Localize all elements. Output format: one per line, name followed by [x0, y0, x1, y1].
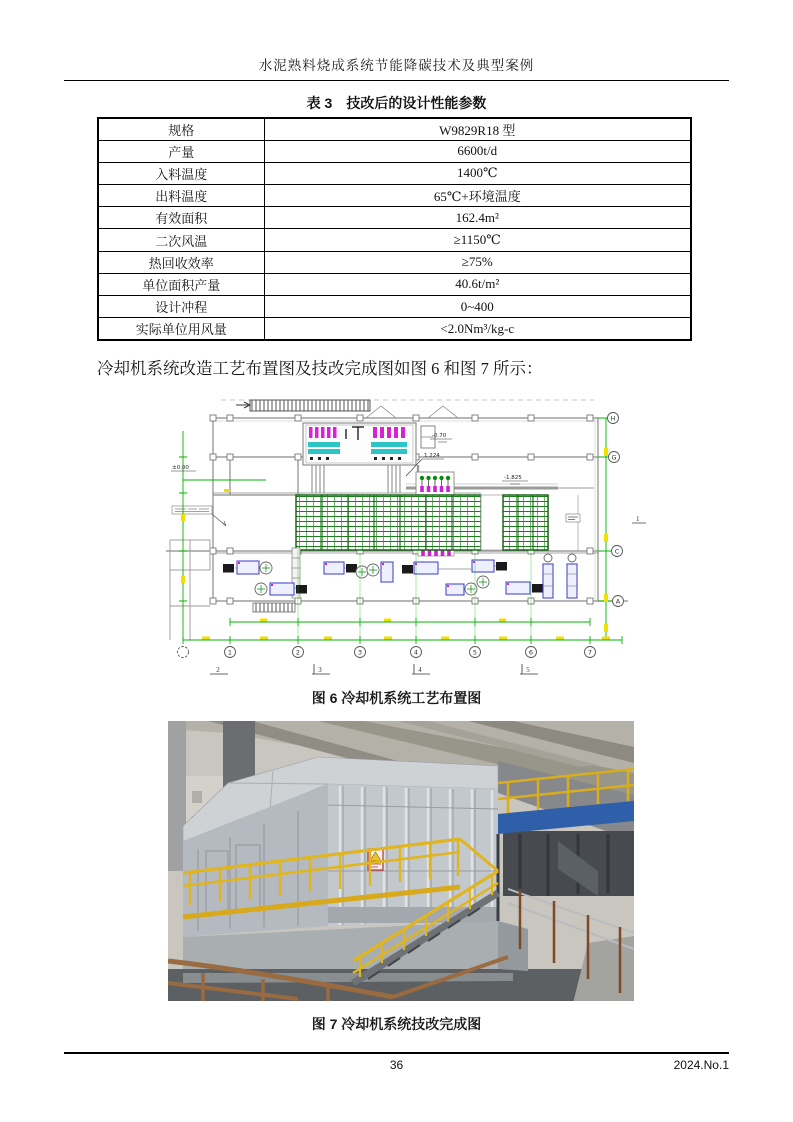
spec-label-cell: 热回收效率	[98, 251, 264, 273]
svg-text:3: 3	[357, 648, 363, 657]
figure7-caption: 图 7 冷却机系统技改完成图	[311, 1016, 482, 1032]
table-title: 表 3 技改后的设计性能参数	[306, 95, 487, 111]
spec-value-cell: <2.0Nm³/kg-c	[264, 318, 691, 340]
svg-text:2: 2	[295, 648, 301, 657]
left-annex	[170, 506, 226, 640]
page-number: 36	[389, 1058, 404, 1072]
equipment-row	[223, 548, 577, 598]
svg-text:A: A	[615, 597, 621, 606]
svg-text:4: 4	[418, 666, 422, 674]
spec-label-cell: 产量	[98, 140, 264, 162]
spec-label-cell: 实际单位用风量	[98, 318, 264, 340]
table-row	[98, 273, 691, 295]
svg-text:4: 4	[413, 648, 419, 657]
spec-label-cell: 单位面积产量	[98, 273, 264, 295]
spec-value-cell: 0~400	[264, 296, 691, 318]
figure6-cad-drawing	[166, 396, 650, 686]
svg-text:H: H	[610, 414, 616, 423]
table-row	[98, 318, 691, 340]
spec-value-cell: 40.6t/m²	[264, 273, 691, 295]
svg-text:2: 2	[216, 666, 220, 674]
table-row	[98, 140, 691, 162]
table-row	[98, 162, 691, 184]
spec-value-cell: ≥75%	[264, 251, 691, 273]
grid-letter-bubbles	[608, 413, 624, 607]
spec-label-cell: 规格	[98, 118, 264, 140]
spec-value-cell: 65℃+环境温度	[264, 185, 691, 207]
spec-table	[97, 117, 692, 341]
control-panel	[303, 423, 435, 465]
section-labels	[210, 664, 538, 674]
table-row	[98, 118, 691, 140]
grid-number-texts	[228, 649, 592, 657]
grate-grid	[296, 495, 580, 550]
spec-value-cell: 6600t/d	[264, 140, 691, 162]
spec-value-cell: 162.4m²	[264, 207, 691, 229]
figure6-caption: 图 6 冷却机系统工艺布置图	[311, 690, 482, 706]
elevation-1: -0.70	[432, 433, 447, 439]
spec-label-cell: 入料温度	[98, 162, 264, 184]
footer-rule	[64, 1052, 729, 1054]
svg-text:C: C	[614, 547, 620, 556]
table-row	[98, 185, 691, 207]
body-paragraph: 冷却机系统改造工艺布置图及技改完成图如图 6 和图 7 所示：	[97, 359, 543, 378]
elevation-datum: ±0.00	[172, 465, 189, 471]
svg-text:5: 5	[472, 648, 478, 657]
svg-text:G: G	[611, 453, 617, 462]
spec-label-cell: 出料温度	[98, 185, 264, 207]
issue-label: 2024.No.1	[673, 1058, 729, 1072]
spec-value-cell: ≥1150℃	[264, 229, 691, 251]
elevation-2: 1.224	[424, 453, 440, 459]
grid-letter-texts	[611, 415, 621, 606]
svg-text:3: 3	[318, 666, 322, 674]
figure7-photo	[168, 721, 634, 1001]
spec-table-body	[98, 118, 691, 340]
table-row	[98, 296, 691, 318]
spec-label-cell: 设计冲程	[98, 296, 264, 318]
table-row	[98, 207, 691, 229]
table-row	[98, 251, 691, 273]
svg-text:6: 6	[528, 648, 534, 657]
elevation-3: -1.825	[504, 475, 522, 481]
svg-text:5: 5	[526, 666, 530, 674]
spec-label-cell: 二次风温	[98, 229, 264, 251]
section-mark-1: 1	[636, 515, 640, 523]
table-row	[98, 229, 691, 251]
spec-value-cell: W9829R18 型	[264, 118, 691, 140]
svg-text:1: 1	[227, 648, 233, 657]
spec-label-cell: 有效面积	[98, 207, 264, 229]
spec-value-cell: 1400℃	[264, 162, 691, 184]
svg-text:7: 7	[587, 648, 593, 657]
header-rule	[64, 80, 729, 81]
page-header-title: 水泥熟料烧成系统节能降碳技术及典型案例	[258, 58, 535, 73]
